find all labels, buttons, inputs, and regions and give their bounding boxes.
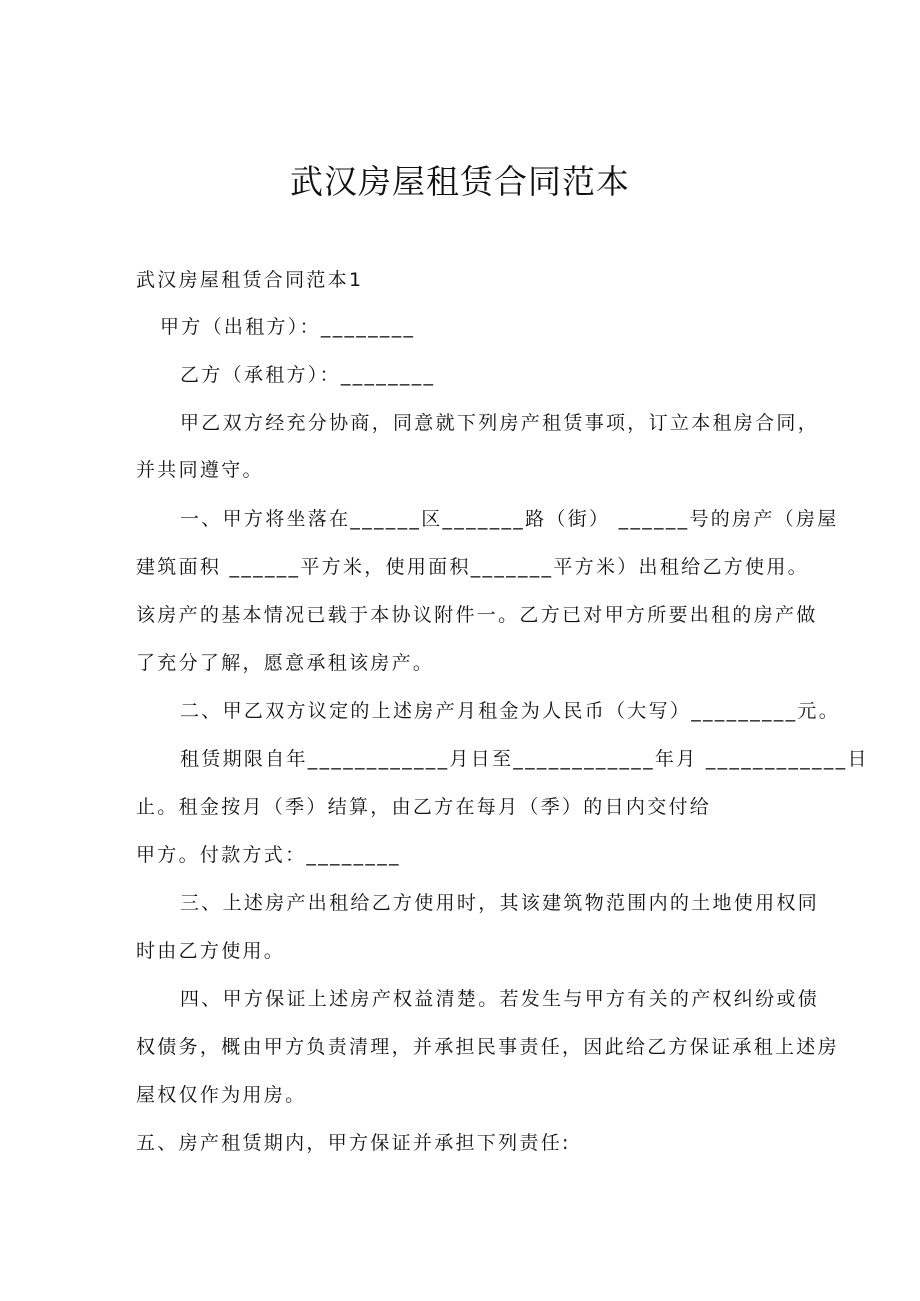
section-heading: 武汉房屋租赁合同范本1: [136, 269, 364, 291]
clause-3-line: 三、上述房产出租给乙方使用时，其该建筑物范围内的土地使用权同: [180, 892, 820, 914]
paragraph-line: 甲乙双方经充分协商，同意就下列房产租赁事项，订立本租房合同，: [180, 412, 820, 434]
lease-term-line: 止。租金按月（季）结算，由乙方在每月（季）的日内交付给: [136, 796, 712, 818]
clause-5-line: 五、房产租赁期内，甲方保证并承担下列责任:: [136, 1132, 571, 1154]
lease-term-line: 租赁期限自年____________月日至____________年月 ____________日: [180, 748, 869, 770]
clause-1-line: 该房产的基本情况已载于本协议附件一。乙方已对甲方所要出租的房产做: [136, 604, 818, 626]
clause-4-line: 四、甲方保证上述房产权益清楚。若发生与甲方有关的产权纠纷或债: [180, 988, 820, 1010]
payment-method-line: 甲方。付款方式：________: [136, 844, 401, 866]
paragraph-line: 并共同遵守。: [136, 459, 264, 481]
party-a-line: 甲方（出租方）：________: [160, 316, 416, 338]
clause-4-line: 权债务，概由甲方负责清理，并承担民事责任，因此给乙方保证承租上述房: [136, 1036, 839, 1058]
clause-2-line: 二、甲乙双方议定的上述房产月租金为人民币（大写）_________元。: [180, 700, 841, 722]
clause-1-line: 了充分了解，愿意承租该房产。: [136, 652, 435, 674]
party-b-line: 乙方（承租方）：________: [180, 364, 436, 386]
clause-1-line: 一、甲方将坐落在______区_______路（街） ______号的房产（房屋: [180, 508, 839, 530]
clause-3-line: 时由乙方使用。: [136, 940, 286, 962]
clause-4-line: 屋权仅作为用房。: [136, 1084, 307, 1106]
clause-1-line: 建筑面积 ______平方米，使用面积_______平方米）出租给乙方使用。: [136, 556, 809, 578]
document-title: 武汉房屋租赁合同范本: [290, 162, 630, 201]
